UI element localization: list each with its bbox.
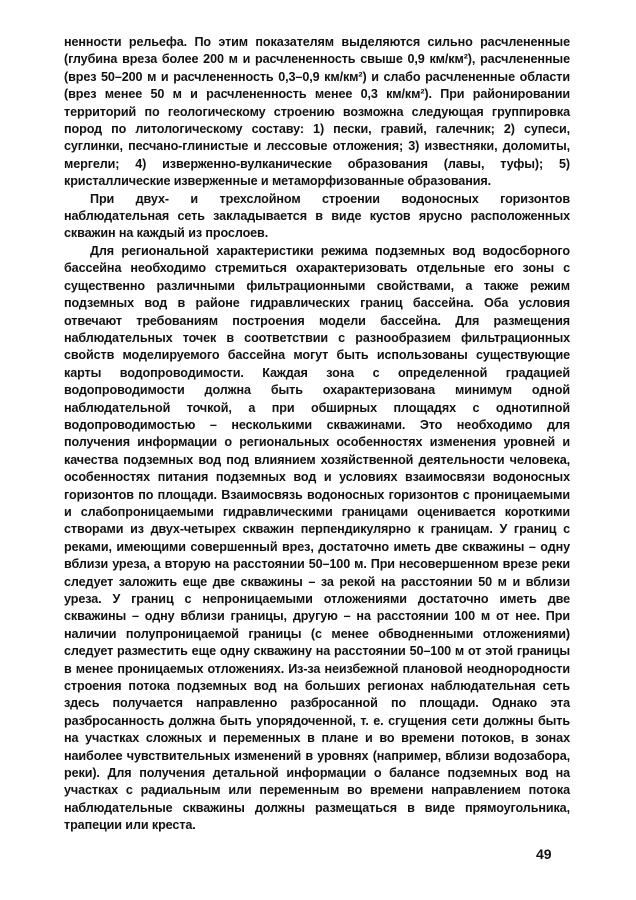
paragraph-layered-aquifers: При двух- и трехслойном строении водоносных горизонтов наблюдательная сеть закладывается в виде кустов ярусно расположенных скважин на каждый из прослоев. [64, 191, 570, 241]
paragraph-relief-and-geology: ненности рельефа. По этим показателям выделяются сильно расчлененные (глубина вреза более 200 м и расчлененность свыше 0,9 км/км²), расчлененные (врез 50–200 м и расчлененность 0,3–0,9 км/км²) и слабо расчлененные области (врез менее 50 м и расчлененность менее 0,3 км/км²). При районировании территорий по геологическому строению возможна следующая группировка пород по литологическому составу: 1) пески, гравий, галечник; 2) супеси, суглинки, песчано-глинистые и лессовые отложения; 3) известняки, доломиты, мергели; 4) изверженно-вулканические образования (лавы, туфы); 5) кристаллические изверженные и метаморфизованные образования. [64, 35, 570, 189]
page-number: 49 [536, 846, 552, 862]
paragraph-regional-network: Для региональной характеристики режима подземных вод водосборного бассейна необходимо стремиться охарактеризовать отдельные его зоны с существенно различными фильтрационными свойствами, а также режим подземных вод в районе гидравлических границ бассейна. Оба условия отвечают требованиям построения модели бассейна. Для размещения наблюдательных точек в соответствии с разнообразием фильтрационных свойств моделируемого бассейна могут быть использованы существующие карты водопроводимости. Каждая зона с определенной градацией водопроводимости должна быть охарактеризована минимум одной наблюдательной точкой, а при обширных площадях с однотипной водопроводимостью – несколькими скважинами. Это необходимо для получения информации о региональных особенностях изменения уровней и качества подземных вод под влиянием хозяйственной деятельности человека, особенностях питания подземных вод и условиях взаимосвязи водоносных горизонтов по площади. Взаимосвязь водоносных горизонтов с проницаемыми и слабопроницаемыми гидравлическими границами оценивается короткими створами из двух-четырех скважин перпендикулярно к границам. У границ с реками, имеющими совершенный врез, достаточно иметь две скважины – одну вблизи уреза, а вторую на расстоянии 50–100 м. При несовершенном врезе реки следует заложить еще две скважины – за рекой на расстоянии 50 м и вблизи уреза. У границ с непроницаемыми отложениями достаточно иметь две скважины – одну вблизи границы, другую – на расстоянии 100 м от нее. При наличии полупроницаемой границы (с менее обводненными отложениями) следует разместить еще одну скважину на расстоянии 50–100 м от этой границы в менее проницаемых отложениях. Из-за неизбежной плановой неоднородности строения потока подземных вод на больших регионах наблюдательная сеть здесь получается направленно разбросанной по площади. Однако эта разбросанность должна быть упорядоченной, т. е. сгущения сети должны быть на участках сложных и переменных в плане и во времени потоков, в зонах наиболее чувствительных изменений в уровнях (например, вблизи водозабора, реки). Для получения детальной информации о балансе подземных вод на участках с радиальным или переменным во времени направлением потока наблюдательные скважины должны размещаться в виде прямоугольника, трапеции или креста. [64, 243, 570, 833]
document-page [64, 34, 570, 835]
